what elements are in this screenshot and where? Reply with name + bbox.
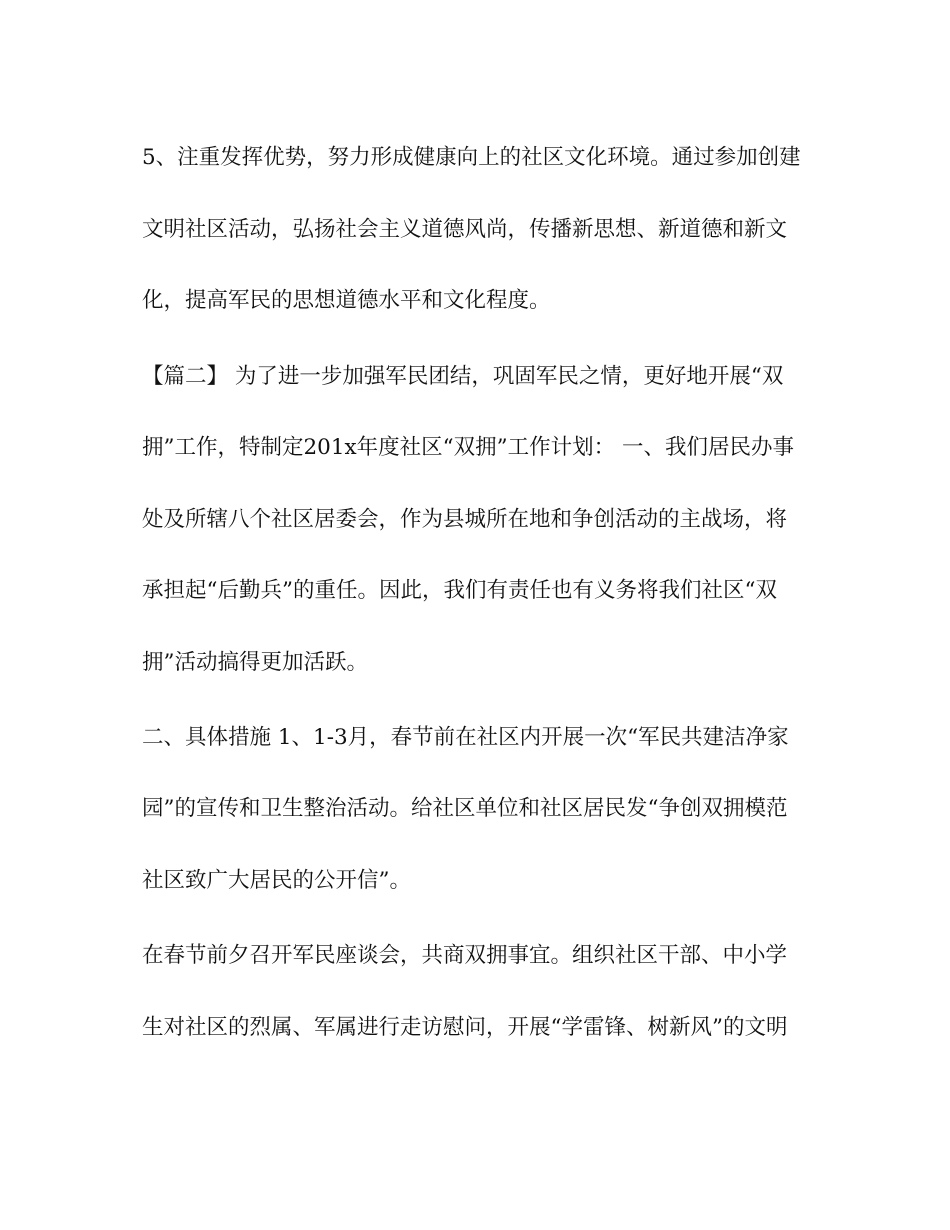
paragraph-1-line-1: 5、注重发挥优势，努力形成健康向上的社区文化环境。通过参加创建: [142, 145, 801, 170]
paragraph-1-line-2: 文明社区活动，弘扬社会主义道德风尚，传播新思想、新道德和新文: [142, 217, 788, 242]
paragraph-2-line-2: 拥”工作，特制定201x年度社区“双拥”工作计划： 一、我们居民办事: [142, 435, 794, 460]
paragraph-4-line-2: 生对社区的烈属、军属进行走访慰问，开展“学雷锋、树新风”的文明: [142, 1015, 788, 1040]
paragraph-2-line-3: 处及所辖八个社区居委会，作为县城所在地和争创活动的主战场，将: [142, 507, 788, 532]
paragraph-4-line-1: 在春节前夕召开军民座谈会，共商双拥事宜。组织社区干部、中小学: [142, 943, 788, 968]
paragraph-3-line-2: 园”的宣传和卫生整治活动。给社区单位和社区居民发“争创双拥模范: [142, 796, 788, 821]
paragraph-3-line-1: 二、具体措施 1、1-3月，春节前在社区内开展一次“军民共建洁净家: [142, 725, 789, 750]
paragraph-2-line-1: 【篇二】 为了进一步加强军民团结，巩固军民之情，更好地开展“双: [142, 364, 784, 389]
paragraph-1-line-3: 化，提高军民的思想道德水平和文化程度。: [142, 288, 551, 313]
paragraph-2-line-4: 承担起“后勤兵”的重任。因此，我们有责任也有义务将我们社区“双: [142, 578, 777, 603]
paragraph-2-line-5: 拥”活动搞得更加活跃。: [142, 650, 368, 675]
paragraph-3-line-3: 社区致广大居民的公开信”。: [142, 868, 411, 893]
